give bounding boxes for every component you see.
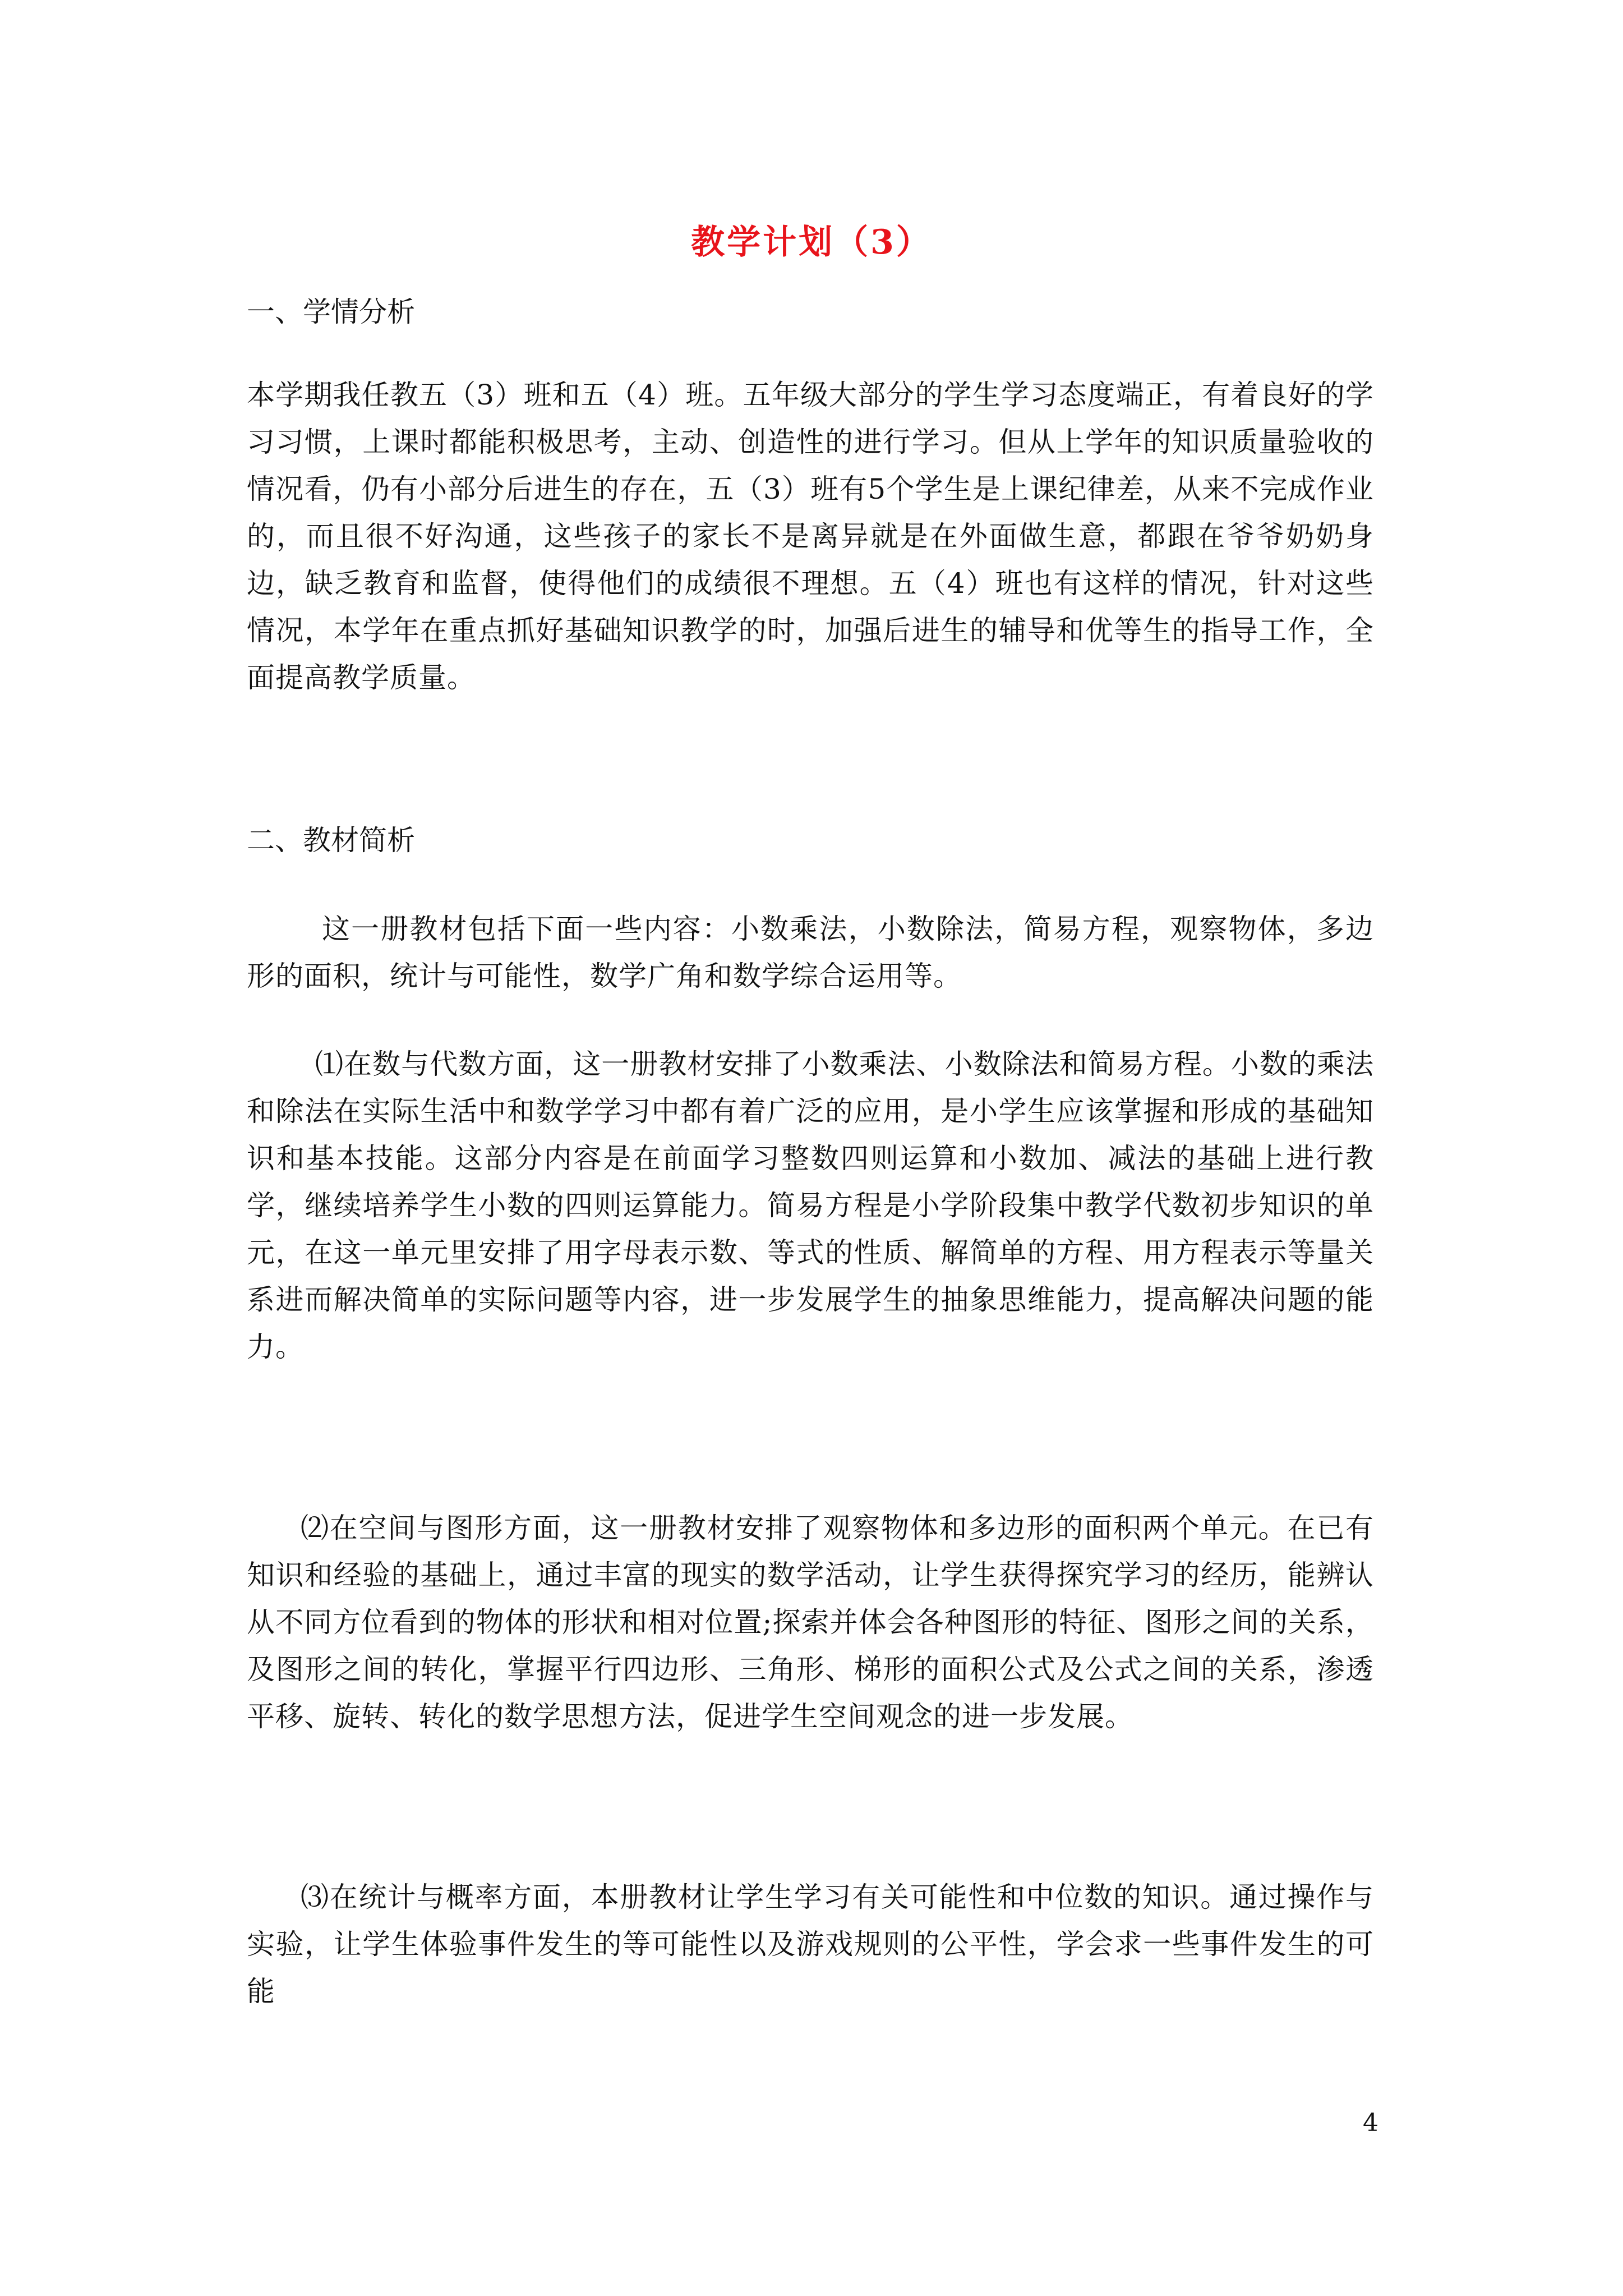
section-heading-learning-analysis: 一、学情分析 [247, 296, 415, 328]
paragraph-textbook-intro: 这一册教材包括下面一些内容：小数乘法，小数除法，简易方程，观察物体，多边形的面积，统计与可能性，数学广角和数学综合运用等。 [247, 913, 1374, 992]
document-title: 教学计划（3） [691, 223, 932, 262]
paragraph-learning-analysis: 本学期我任教五（3）班和五（4）班。五年级大部分的学生学习态度端正，有着良好的学习习惯，上课时都能积极思考，主动、创造性的进行学习。但从上学年的知识质量验收的情况看，仍有小部分后进生的存在，五（3）班有5个学生是上课纪律差，从来不完成作业的，而且很不好沟通，这些孩子的家长不是离异就是在外面做生意，都跟在爷爷奶奶身边，缺乏教育和监督，使得他们的成绩很不理想。五（4）班也有这样的情况，针对这些情况，本学年在重点抓好基础知识教学的时，加强后进生的辅导和优等生的指导工作，全面提高教学质量。 [247, 379, 1374, 694]
page-number: 4 [1363, 2109, 1378, 2137]
paragraph-item-3-statistics-probability: ⑶在统计与概率方面，本册教材让学生学习有关可能性和中位数的知识。通过操作与实验，让学生体验事件发生的等可能性以及游戏规则的公平性，学会求一些事件发生的可能 [247, 1881, 1374, 2008]
paragraph-item-1-number-algebra: ⑴在数与代数方面，这一册教材安排了小数乘法、小数除法和简易方程。小数的乘法和除法在实际生活中和数学学习中都有着广泛的应用，是小学生应该掌握和形成的基础知识和基本技能。这部分内容是在前面学习整数四则运算和小数加、减法的基础上进行教学，继续培养学生小数的四则运算能力。简易方程是小学阶段集中教学代数初步知识的单元，在这一单元里安排了用字母表示数、等式的性质、解简单的方程、用方程表示等量关系进而解决简单的实际问题等内容，进一步发展学生的抽象思维能力，提高解决问题的能力。 [247, 1048, 1374, 1363]
paragraph-item-2-space-geometry: ⑵在空间与图形方面，这一册教材安排了观察物体和多边形的面积两个单元。在已有知识和经验的基础上，通过丰富的现实的数学活动，让学生获得探究学习的经历，能辨认从不同方位看到的物体的形状和相对位置;探索并体会各种图形的特征、图形之间的关系，及图形之间的转化，掌握平行四边形、三角形、梯形的面积公式及公式之间的关系，渗透平移、旋转、转化的数学思想方法，促进学生空间观念的进一步发展。 [247, 1512, 1374, 1733]
section-heading-textbook-analysis: 二、教材简析 [247, 824, 415, 857]
